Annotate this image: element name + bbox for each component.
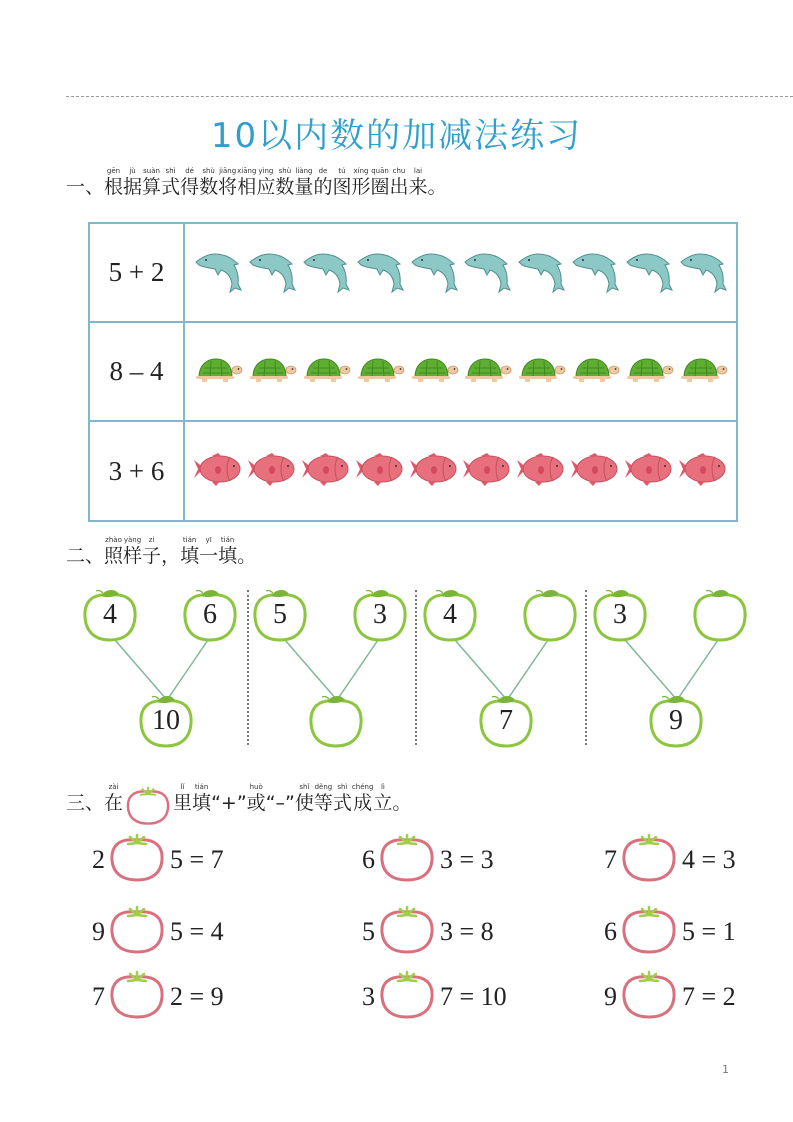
ruby-char: [266, 782, 295, 814]
bond-number: 3: [613, 599, 627, 630]
turtle-icon[interactable]: [624, 355, 674, 389]
hanzi: 相: [237, 176, 257, 198]
apple-circle-bottom: [137, 693, 195, 749]
pinyin: děng: [314, 783, 333, 791]
dolphin-icon[interactable]: [409, 246, 459, 300]
pinyin: tián: [182, 536, 197, 544]
tomato-blank-icon[interactable]: [108, 905, 166, 955]
section1-prefix: 一、: [66, 176, 105, 198]
ruby-char: [333, 782, 352, 814]
ruby-char: [161, 535, 180, 567]
hanzi: 数: [199, 176, 219, 198]
number-bond: [585, 585, 753, 750]
fill-operator-equation: [604, 905, 764, 955]
hanzi: 将: [218, 176, 238, 198]
pinyin: lì: [380, 783, 385, 791]
section2-prefix: 二、: [66, 545, 105, 567]
fish-icon[interactable]: [300, 451, 352, 491]
ruby-char: [173, 782, 192, 814]
number-bond-area: [75, 585, 755, 750]
turtle-icon[interactable]: [247, 355, 297, 389]
ruby-char: [180, 535, 199, 567]
pinyin: chéng: [351, 783, 374, 791]
pinyin: lai: [413, 167, 423, 175]
equation-rest: 5 = 7: [170, 845, 224, 874]
turtle-icon[interactable]: [301, 355, 351, 389]
hanzi: 立: [373, 792, 393, 814]
page-title: 10以内数的加减法练习: [210, 116, 583, 156]
counting-table: [88, 222, 738, 522]
fill-operator-equation: [92, 970, 252, 1020]
ruby-char: [390, 166, 409, 198]
number-bond: [75, 585, 243, 750]
pinyin: xíng: [353, 167, 369, 175]
ruby-char: [104, 782, 123, 814]
turtle-icon[interactable]: [355, 355, 405, 389]
ruby-char: [314, 782, 333, 814]
bond-number: 7: [499, 705, 513, 736]
turtle-icon[interactable]: [193, 355, 243, 389]
section1-instruction: [104, 167, 447, 198]
pinyin: shù: [202, 167, 215, 175]
pinyin: zi: [148, 536, 155, 544]
hanzi: 。: [237, 545, 257, 567]
hanzi: 一: [199, 545, 219, 567]
turtle-icon[interactable]: [462, 355, 512, 389]
tomato-blank-icon[interactable]: [378, 833, 436, 883]
bond-number: 4: [443, 599, 457, 630]
bond-number: 9: [669, 705, 683, 736]
pinyin: [266, 782, 295, 792]
apple-circle-bottom: [477, 693, 535, 749]
pinyin: chu: [392, 167, 406, 175]
hanzi: 成: [353, 792, 373, 814]
page-number: 1: [722, 1063, 729, 1076]
ruby-char: [199, 166, 218, 198]
pinyin: xiāng: [237, 167, 257, 175]
fill-operator-equation: [362, 905, 522, 955]
hanzi: 数: [275, 176, 295, 198]
fill-operator-equation: [604, 833, 764, 883]
ruby-char: [237, 535, 256, 567]
hanzi: 或: [246, 792, 266, 814]
pinyin: shì: [165, 167, 176, 175]
ruby-char: [352, 782, 373, 814]
operand-a: 3: [362, 982, 375, 1011]
equation-rest: 4 = 3: [682, 845, 736, 874]
hanzi: 形: [351, 176, 371, 198]
fill-operator-equation: [604, 970, 764, 1020]
ruby-char: [332, 166, 351, 198]
equation-rest: 3 = 8: [440, 917, 494, 946]
fish-icon[interactable]: [192, 451, 244, 491]
pinyin: shù: [278, 167, 292, 175]
dolphin-icon[interactable]: [462, 246, 512, 300]
ruby-char: [161, 166, 180, 198]
ruby-char: [373, 782, 392, 814]
operand-a: 9: [92, 917, 105, 946]
fish-icon[interactable]: [246, 451, 298, 491]
pinyin: tú: [338, 167, 346, 175]
ruby-char: [370, 166, 389, 198]
operand-a: 7: [604, 845, 617, 874]
ruby-char: [409, 166, 428, 198]
hanzi: 圈: [370, 176, 390, 198]
hanzi: 应: [256, 176, 276, 198]
ruby-char: [294, 166, 313, 198]
apple-circle-right[interactable]: [691, 587, 749, 643]
tomato-blank-icon[interactable]: [378, 905, 436, 955]
apple-circle-right[interactable]: [521, 587, 579, 643]
section3-heading: [66, 770, 411, 814]
hanzi: 。: [392, 792, 412, 814]
bond-number: 6: [203, 599, 217, 630]
hanzi: 等: [313, 792, 333, 814]
dolphin-icon[interactable]: [678, 246, 728, 300]
equation-rest: 5 = 1: [682, 917, 736, 946]
pinyin: shǐ: [299, 783, 310, 791]
pinyin: de: [318, 167, 328, 175]
equation-cell: 5 + 2: [90, 224, 185, 321]
dolphin-icon[interactable]: [247, 246, 297, 300]
ruby-char: [142, 535, 161, 567]
table-row: [90, 422, 736, 520]
turtle-icon[interactable]: [570, 355, 620, 389]
hanzi: 得: [180, 176, 200, 198]
ruby-char: [237, 166, 256, 198]
hanzi: 据: [123, 176, 143, 198]
ruby-char: [428, 166, 447, 198]
pinyin: yàng: [123, 536, 142, 544]
dolphin-icon[interactable]: [570, 246, 620, 300]
equation-rest: 7 = 10: [440, 982, 507, 1011]
fill-operator-equation: [362, 970, 522, 1020]
hanzi: 量: [294, 176, 314, 198]
ruby-char: [104, 166, 123, 198]
dolphin-icon[interactable]: [355, 246, 405, 300]
pinyin: yìng: [258, 167, 274, 175]
fish-icon[interactable]: [677, 451, 729, 491]
operand-a: 6: [604, 917, 617, 946]
pinyin: jù: [129, 167, 136, 175]
hanzi: 照: [104, 545, 124, 567]
hanzi: “+”: [211, 792, 247, 814]
operand-a: 9: [604, 982, 617, 1011]
equation-cell: 8 – 4: [90, 323, 185, 420]
hanzi: 填: [218, 545, 238, 567]
hanzi: 算: [142, 176, 162, 198]
ruby-char: [247, 782, 266, 814]
turtle-icon[interactable]: [678, 355, 728, 389]
ruby-char: [218, 535, 237, 567]
tomato-blank-icon[interactable]: [108, 833, 166, 883]
pinyin: [392, 782, 411, 792]
pinyin: quān: [371, 167, 389, 175]
fill-operator-equation: [92, 833, 252, 883]
fish-row[interactable]: [185, 422, 736, 520]
turtle-row[interactable]: [185, 323, 736, 420]
ruby-char: [142, 166, 161, 198]
ruby-char: [180, 166, 199, 198]
pinyin: [211, 782, 247, 792]
apple-circle-left: [251, 587, 309, 643]
hanzi: 图: [332, 176, 352, 198]
number-bond: [245, 585, 413, 750]
hanzi: 出: [389, 176, 409, 198]
ruby-char: [351, 166, 370, 198]
ruby-char: [313, 166, 332, 198]
pinyin: suàn: [143, 167, 160, 175]
turtle-icon[interactable]: [409, 355, 459, 389]
ruby-char: [123, 535, 142, 567]
fish-icon[interactable]: [569, 451, 621, 491]
top-dashed-divider: [66, 96, 793, 97]
number-bond: [415, 585, 583, 750]
bond-number: 3: [373, 599, 387, 630]
hanzi: 。: [427, 176, 447, 198]
pinyin: [161, 535, 180, 545]
pinyin: lǐ: [180, 783, 185, 791]
ruby-char: [218, 166, 237, 198]
dolphin-row[interactable]: [185, 224, 736, 321]
bond-number: 10: [152, 705, 180, 736]
tomato-icon: [123, 770, 173, 814]
hanzi: 填: [180, 545, 200, 567]
ruby-char: [199, 535, 218, 567]
equation-rest: 5 = 4: [170, 917, 224, 946]
section2-instruction: [104, 536, 257, 567]
fish-icon[interactable]: [354, 451, 406, 491]
pinyin: gēn: [106, 167, 121, 175]
apple-circle-bottom: [647, 693, 705, 749]
turtle-icon[interactable]: [516, 355, 566, 389]
apple-circle-right: [181, 587, 239, 643]
tomato-blank-icon[interactable]: [108, 970, 166, 1020]
pinyin: tián: [194, 783, 209, 791]
pinyin: tián: [220, 536, 235, 544]
fill-operator-equation: [362, 833, 522, 883]
ruby-char: [123, 166, 142, 198]
bond-number: 4: [103, 599, 117, 630]
tomato-blank-icon[interactable]: [620, 833, 678, 883]
ruby-char: [211, 782, 247, 814]
hanzi: 的: [313, 176, 333, 198]
apple-circle-right: [351, 587, 409, 643]
pinyin: liàng: [295, 167, 313, 175]
pinyin: shì: [337, 783, 348, 791]
equation-cell: 3 + 6: [90, 422, 185, 520]
hanzi: 子: [142, 545, 162, 567]
hanzi: 填: [192, 792, 212, 814]
pinyin: yī: [205, 536, 212, 544]
dolphin-icon[interactable]: [516, 246, 566, 300]
fish-icon[interactable]: [461, 451, 513, 491]
hanzi: ，: [161, 545, 181, 567]
pinyin: huò: [249, 783, 263, 791]
dolphin-icon[interactable]: [193, 246, 243, 300]
hanzi: 使: [294, 792, 314, 814]
dolphin-icon[interactable]: [624, 246, 674, 300]
bond-number: 5: [273, 599, 287, 630]
hanzi: 样: [123, 545, 143, 567]
operand-a: 6: [362, 845, 375, 874]
operand-a: 5: [362, 917, 375, 946]
apple-circle-left: [81, 587, 139, 643]
tomato-blank-icon[interactable]: [620, 905, 678, 955]
tomato-blank-icon[interactable]: [378, 970, 436, 1020]
operand-a: 2: [92, 845, 105, 874]
fill-operator-equation: [92, 905, 252, 955]
pinyin: jiāng: [219, 167, 237, 175]
operand-a: 7: [92, 982, 105, 1011]
fish-icon[interactable]: [408, 451, 460, 491]
pinyin: zài: [108, 783, 119, 791]
pinyin: dé: [185, 167, 194, 175]
apple-circle-left: [421, 587, 479, 643]
hanzi: 根: [104, 176, 124, 198]
hanzi: 式: [161, 176, 181, 198]
table-row: [90, 224, 736, 323]
equation-rest: 7 = 2: [682, 982, 736, 1011]
hanzi: 在: [104, 792, 124, 814]
apple-circle-left: [591, 587, 649, 643]
fish-icon[interactable]: [515, 451, 567, 491]
pinyin: zhào: [105, 536, 122, 544]
ruby-char: [104, 535, 123, 567]
section3-prefix: 三、: [66, 792, 105, 814]
equation-rest: 3 = 3: [440, 845, 494, 874]
fish-icon[interactable]: [623, 451, 675, 491]
section2-heading: [66, 535, 256, 567]
ruby-char: [295, 782, 314, 814]
ruby-char: [256, 166, 275, 198]
hanzi: 里: [173, 792, 193, 814]
dolphin-icon[interactable]: [301, 246, 351, 300]
pinyin: [237, 535, 256, 545]
ruby-char: [192, 782, 211, 814]
apple-circle-bottom[interactable]: [307, 693, 365, 749]
tomato-blank-icon[interactable]: [620, 970, 678, 1020]
hanzi: “–”: [265, 792, 295, 814]
ruby-char: [392, 782, 411, 814]
pinyin: [428, 166, 447, 176]
hanzi: 来: [408, 176, 428, 198]
table-row: [90, 323, 736, 422]
section1-heading: [66, 166, 447, 198]
ruby-char: [275, 166, 294, 198]
equation-rest: 2 = 9: [170, 982, 224, 1011]
hanzi: 式: [332, 792, 352, 814]
